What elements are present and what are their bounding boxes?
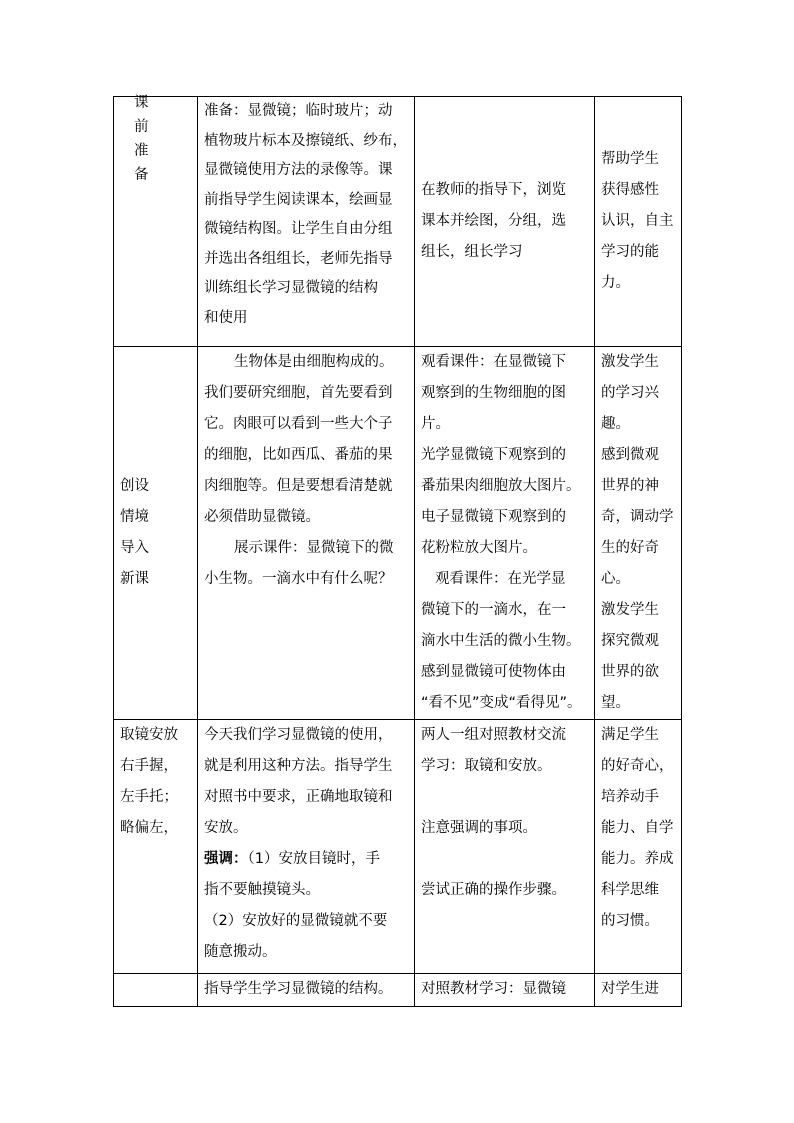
purpose-line: 奇，调动学 — [601, 509, 674, 525]
table-row — [114, 97, 682, 347]
student-activity-cell — [415, 97, 595, 347]
emphasis-label: 强调： — [204, 851, 248, 867]
teacher-line: 小生物。一滴水中有什么呢？ — [204, 571, 393, 587]
student-line: 微镜下的一滴水，在一 — [421, 602, 566, 618]
purpose-line: 培养动手 — [601, 789, 659, 805]
stage-label-line: 左手托； — [120, 789, 178, 805]
blank-line — [421, 844, 588, 875]
blank-line — [421, 782, 588, 813]
student-line: 光学显微镜下观察到的 — [421, 447, 566, 463]
stage-label-line: 新课 — [120, 571, 149, 587]
student-line: 对照教材学习：显微镜 — [421, 981, 566, 997]
purpose-line: 探究微观 — [601, 633, 659, 649]
stage-label-cell — [114, 347, 198, 720]
stage-label-line: 略偏左， — [120, 820, 178, 836]
stage-label-cell — [114, 974, 198, 1007]
stage-label-cell — [114, 720, 198, 974]
purpose-line: 能力。养成 — [601, 851, 674, 867]
purpose-line: 激发学生 — [601, 354, 659, 370]
stage-label-line: 创设 — [120, 478, 149, 494]
teacher-line: 随意搬动。 — [204, 944, 277, 960]
purpose-line: 的习惯。 — [601, 913, 659, 929]
stage-label-line: 备 — [134, 167, 149, 183]
student-line: 课本并绘图，分组，选 — [421, 213, 566, 229]
student-activity-cell — [415, 347, 595, 720]
purpose-line: 科学思维 — [601, 882, 659, 898]
teacher-line: （2）安放好的显微镜就不要 — [204, 913, 388, 929]
teacher-line: 指不要触摸镜头。 — [204, 882, 320, 898]
student-line: “看不见”变成“看得见”。 — [421, 695, 582, 711]
teacher-line: 训练组长学习显微镜的结构 — [204, 280, 378, 296]
stage-label-line: 准 — [134, 143, 149, 159]
teacher-line: 和使用 — [204, 309, 248, 326]
purpose-line: 感到微观 — [601, 447, 659, 463]
teacher-line: 肉细胞等。但是要想看清楚就 — [204, 478, 393, 494]
student-line: 番茄果肉细胞放大图片。 — [421, 478, 581, 494]
purpose-line: 趣。 — [601, 416, 630, 432]
teacher-activity-cell — [198, 97, 415, 347]
stage-label-line: 导入 — [120, 540, 149, 556]
purpose-line: 获得感性 — [601, 182, 659, 198]
teacher-line: 生物体是由细胞构成的。 — [234, 354, 394, 370]
student-activity-cell — [415, 974, 595, 1007]
purpose-cell — [595, 347, 682, 720]
teacher-line: 显微镜使用方法的录像等。课 — [204, 162, 393, 178]
purpose-cell — [595, 974, 682, 1007]
student-line: 在教师的指导下，浏览 — [421, 182, 566, 198]
teacher-emphasis-line — [204, 844, 408, 875]
purpose-cell — [595, 97, 682, 347]
teacher-line: 对照书中要求，正确地取镜和 — [204, 789, 393, 805]
student-line: 尝试正确的操作步骤。 — [421, 882, 566, 898]
student-line: 片。 — [421, 416, 450, 432]
table-row — [114, 974, 682, 1007]
purpose-line: 学习的能 — [601, 244, 659, 260]
purpose-line: 心。 — [601, 571, 630, 587]
purpose-line: 帮助学生 — [601, 151, 659, 167]
student-line: 组长，组长学习 — [421, 244, 523, 260]
teacher-line: （1）安放目镜时，手 — [247, 851, 380, 867]
student-line: 观看课件：在光学显 — [435, 571, 566, 587]
teacher-activity-cell — [198, 720, 415, 974]
teacher-line: 安放。 — [204, 820, 248, 836]
teacher-line: 指导学生学习显微镜的结构。 — [204, 981, 393, 997]
teacher-line: 今天我们学习显微镜的使用， — [204, 727, 393, 743]
stage-label-line: 右手握， — [120, 758, 178, 774]
teacher-activity-cell — [198, 347, 415, 720]
student-line: 电子显微镜下观察到的 — [421, 509, 566, 525]
purpose-line: 激发学生 — [601, 602, 659, 618]
teacher-line: 微镜结构图。让学生自由分组 — [204, 221, 393, 237]
table-row — [114, 347, 682, 720]
stage-label-line: 情境 — [120, 509, 149, 525]
lesson-plan-table — [113, 96, 682, 1007]
teacher-line: 我们要研究细胞，首先要看到 — [204, 385, 393, 401]
teacher-line: 必须借助显微镜。 — [204, 509, 320, 525]
purpose-line: 的学习兴 — [601, 385, 659, 401]
purpose-line: 对学生进 — [601, 981, 659, 997]
purpose-line: 力。 — [601, 275, 630, 291]
purpose-line: 满足学生 — [601, 727, 659, 743]
teacher-activity-cell — [198, 974, 415, 1007]
teacher-line: 展示课件：显微镜下的微 — [234, 540, 394, 556]
purpose-cell — [595, 720, 682, 974]
purpose-line: 生的好奇 — [601, 540, 659, 556]
student-line: 滴水中生活的微小生物。 — [421, 633, 581, 649]
teacher-line: 前指导学生阅读课本，绘画显 — [204, 191, 393, 208]
stage-label-cell — [114, 97, 198, 347]
purpose-line: 的好奇心， — [601, 758, 674, 774]
purpose-line: 望。 — [601, 695, 630, 711]
student-line: 两人一组对照教材交流 — [421, 727, 566, 743]
student-line: 观察到的生物细胞的图 — [421, 385, 566, 401]
teacher-line: 的细胞，比如西瓜、番茄的果 — [204, 447, 393, 463]
teacher-line: 准备：显微镜；临时玻片；动 — [204, 103, 393, 119]
teacher-line: 并选出各组组长，老师先指导 — [204, 250, 393, 267]
teacher-line: 它。肉眼可以看到一些大个子 — [204, 416, 393, 432]
stage-label-line: 取镜安放 — [120, 727, 178, 743]
stage-label-line: 前 — [134, 119, 149, 135]
student-line: 学习：取镜和安放。 — [421, 758, 552, 774]
purpose-line: 认识，自主 — [601, 213, 674, 229]
table-row — [114, 720, 682, 974]
student-line: 观看课件：在显微镜下 — [421, 354, 566, 370]
purpose-line: 世界的欲 — [601, 664, 659, 680]
student-line: 花粉粒放大图片。 — [421, 540, 537, 556]
student-activity-cell — [415, 720, 595, 974]
purpose-line: 能力、自学 — [601, 820, 674, 836]
student-line: 感到显微镜可使物体由 — [421, 664, 566, 680]
teacher-line: 植物玻片标本及擦镜纸、纱布， — [204, 132, 407, 149]
stage-label-line: 课 — [134, 95, 149, 111]
purpose-line: 世界的神 — [601, 478, 659, 494]
student-line: 注意强调的事项。 — [421, 820, 537, 836]
teacher-line: 就是利用这种方法。指导学生 — [204, 758, 393, 774]
